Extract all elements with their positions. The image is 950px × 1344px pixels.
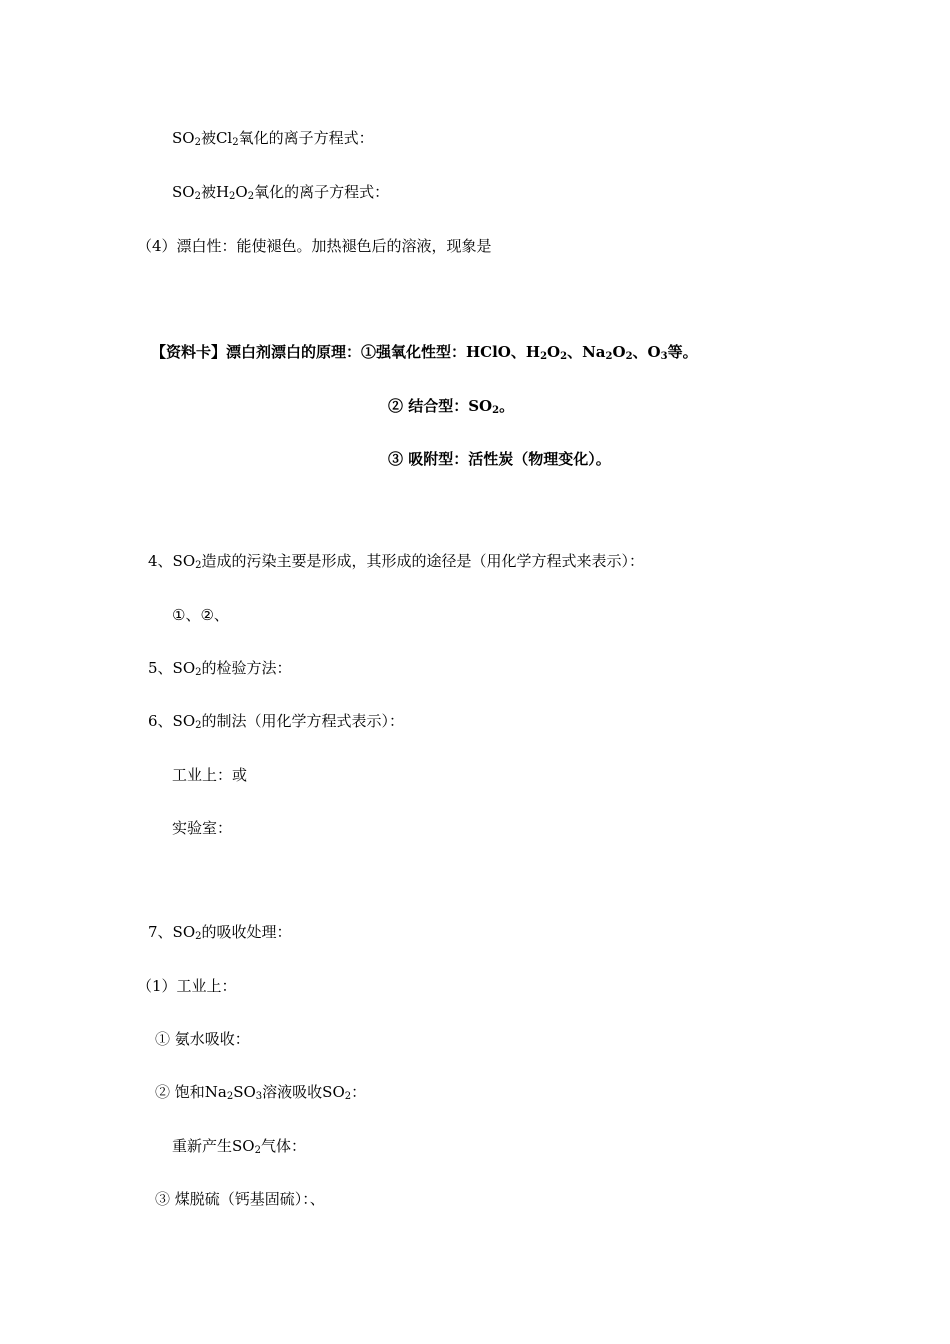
text-line-so2-cl2: $SO_2$被$Cl_2$氧化的离子方程式： xyxy=(172,129,374,148)
info-card-line-combining: ② 结合型：$SO_2$。 xyxy=(388,397,515,416)
text-line-item-7: 7、$SO_2$的吸收处理： xyxy=(148,923,292,942)
text-line-coal-desulfurization: ③ 煤脱硫（钙基固硫）：、 xyxy=(155,1190,325,1208)
text-line-industrial: 工业上：或 xyxy=(172,766,248,784)
text-line-laboratory: 实验室： xyxy=(172,819,233,837)
text-line-so2-h2o2: $SO_2$被$H_2O_2$氧化的离子方程式： xyxy=(172,183,390,202)
info-card-line-adsorption: ③ 吸附型：活性炭（物理变化）。 xyxy=(388,450,611,468)
text-line-industrial-treatment: （1）工业上： xyxy=(137,977,237,995)
text-line-na2so3: ② 饱和$Na_2SO_3$溶液吸收$SO_2$： xyxy=(155,1083,367,1102)
text-line-item-4-answers: ①、②、 xyxy=(172,606,229,624)
text-line-regenerate: 重新产生$SO_2$气体： xyxy=(172,1137,306,1156)
text-line-ammonia: ① 氨水吸收： xyxy=(155,1030,250,1048)
text-line-bleaching: （4）漂白性：能使褪色。加热褪色后的溶液，现象是 xyxy=(137,237,492,255)
text-line-item-6: 6、$SO_2$的制法（用化学方程式表示）： xyxy=(148,712,405,731)
info-card-line-oxidizing: 【资料卡】漂白剂漂白的原理：①强氧化性型：HClO、$H_2O_2$、$Na_2O_2$、$O_3$等。 xyxy=(151,343,698,362)
text-line-item-5: 5、$SO_2$的检验方法： xyxy=(148,659,292,678)
text-line-item-4: 4、$SO_2$造成的污染主要是形成，其形成的途径是（用化学方程式来表示）： xyxy=(148,552,645,571)
